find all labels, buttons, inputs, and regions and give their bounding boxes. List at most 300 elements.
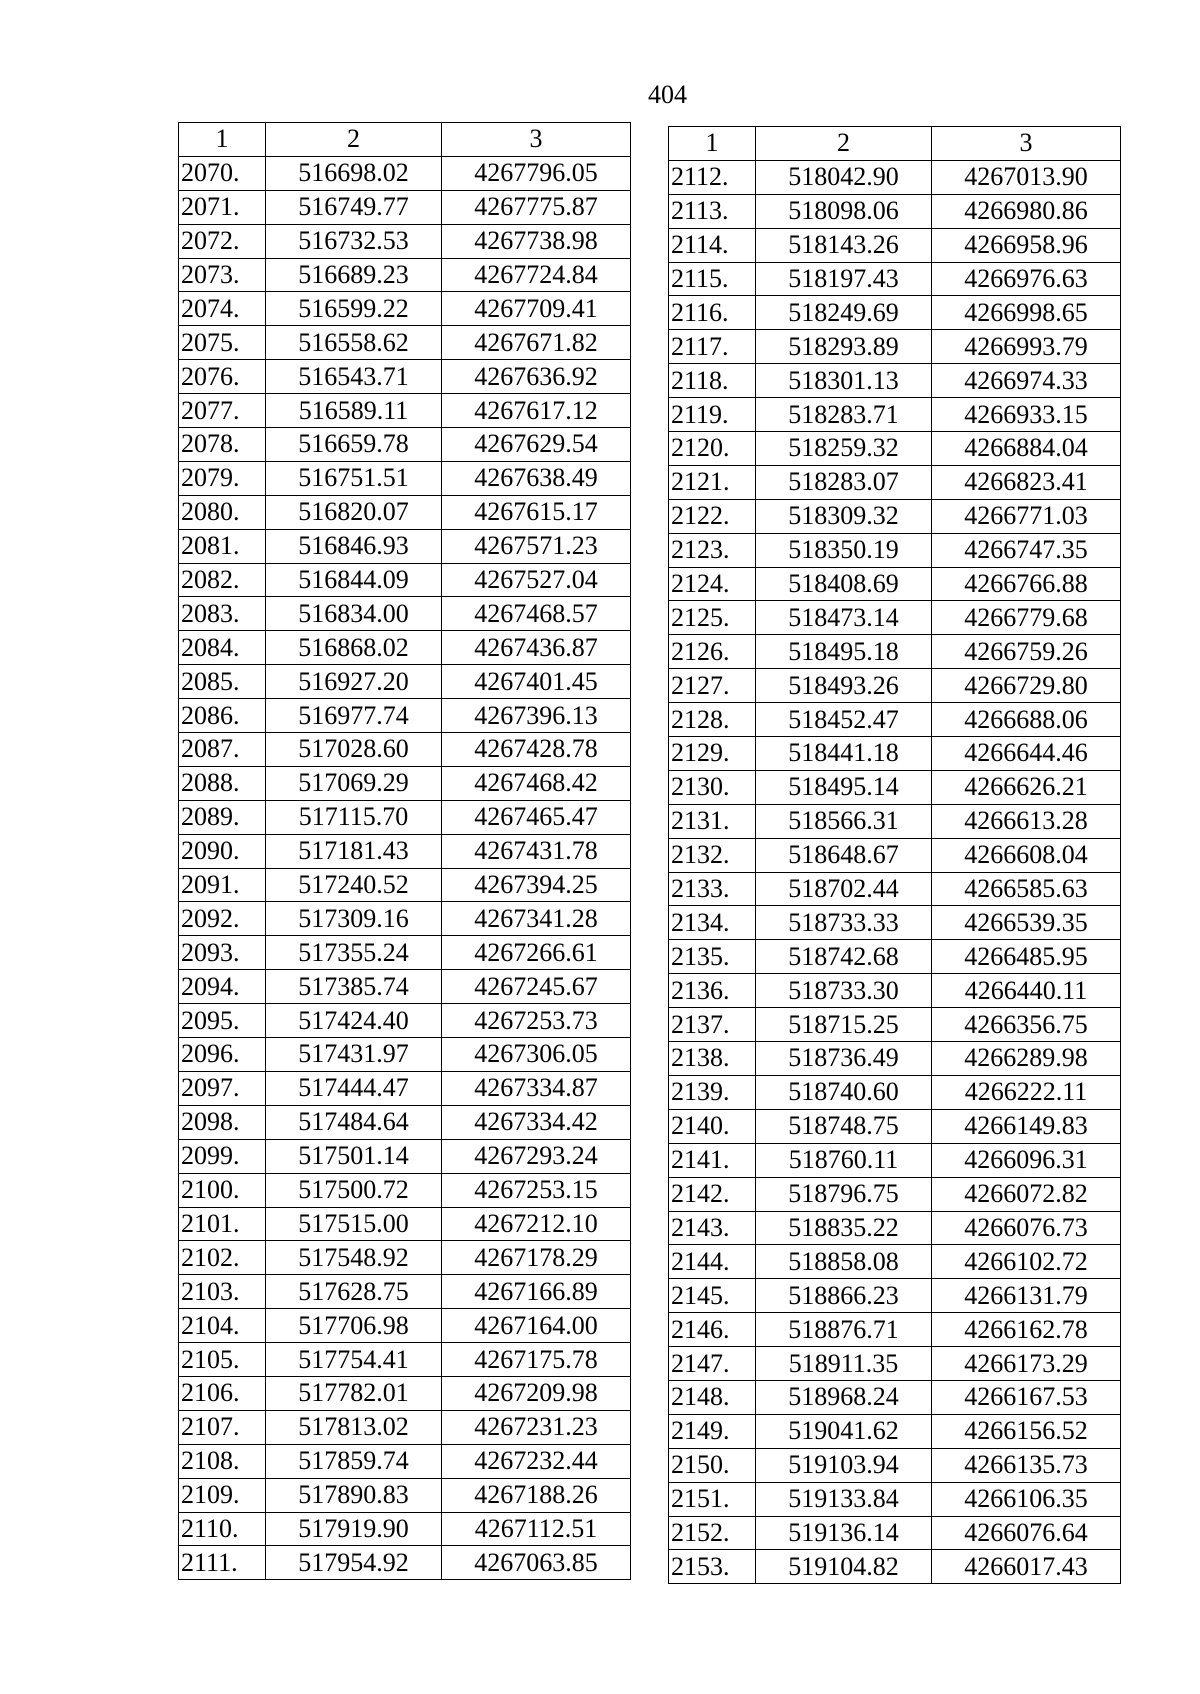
x-coordinate-cell: 517444.47 — [266, 1071, 442, 1105]
table-row — [179, 834, 631, 868]
y-coordinate-cell: 4267436.87 — [442, 631, 631, 665]
x-coordinate-cell: 516698.02 — [266, 156, 442, 190]
x-coordinate-cell: 516846.93 — [266, 529, 442, 563]
table-row — [669, 872, 1121, 906]
table-row — [669, 1211, 1121, 1245]
x-coordinate-cell: 516844.09 — [266, 563, 442, 597]
y-coordinate-cell: 4267212.10 — [442, 1207, 631, 1241]
point-number-cell: 2140. — [669, 1109, 756, 1143]
point-number-cell: 2073. — [179, 258, 266, 292]
point-number-cell: 2099. — [179, 1139, 266, 1173]
point-number-cell: 2151. — [669, 1482, 756, 1516]
point-number-cell: 2078. — [179, 428, 266, 462]
table-row — [179, 224, 631, 258]
y-coordinate-cell: 4267253.15 — [442, 1173, 631, 1207]
x-coordinate-cell: 518835.22 — [756, 1211, 932, 1245]
point-number-cell: 2109. — [179, 1478, 266, 1512]
point-number-cell: 2120. — [669, 432, 756, 466]
point-number-cell: 2131. — [669, 804, 756, 838]
y-coordinate-cell: 4267063.85 — [442, 1546, 631, 1580]
point-number-cell: 2096. — [179, 1038, 266, 1072]
x-coordinate-cell: 518098.06 — [756, 194, 932, 228]
y-coordinate-cell: 4266102.72 — [932, 1245, 1121, 1279]
x-coordinate-cell: 516868.02 — [266, 631, 442, 665]
x-coordinate-cell: 517181.43 — [266, 834, 442, 868]
table-header-row — [669, 127, 1121, 161]
table-row — [179, 1343, 631, 1377]
point-number-cell: 2108. — [179, 1444, 266, 1478]
y-coordinate-cell: 4267775.87 — [442, 190, 631, 224]
y-coordinate-cell: 4266072.82 — [932, 1177, 1121, 1211]
y-coordinate-cell: 4267796.05 — [442, 156, 631, 190]
x-coordinate-cell: 518495.18 — [756, 635, 932, 669]
table-row — [669, 601, 1121, 635]
table-row — [179, 428, 631, 462]
point-number-cell: 2114. — [669, 228, 756, 262]
table-row — [669, 1347, 1121, 1381]
table-row — [669, 1109, 1121, 1143]
table-row — [669, 1313, 1121, 1347]
table-row — [179, 1275, 631, 1309]
point-number-cell: 2125. — [669, 601, 756, 635]
y-coordinate-cell: 4266976.63 — [932, 262, 1121, 296]
y-coordinate-cell: 4266076.64 — [932, 1516, 1121, 1550]
table-row — [179, 461, 631, 495]
y-coordinate-cell: 4266156.52 — [932, 1414, 1121, 1448]
x-coordinate-cell: 518473.14 — [756, 601, 932, 635]
point-number-cell: 2122. — [669, 499, 756, 533]
point-number-cell: 2134. — [669, 906, 756, 940]
table-row — [669, 533, 1121, 567]
x-coordinate-cell: 518648.67 — [756, 838, 932, 872]
y-coordinate-cell: 4267638.49 — [442, 461, 631, 495]
y-coordinate-cell: 4266993.79 — [932, 330, 1121, 364]
point-number-cell: 2093. — [179, 936, 266, 970]
x-coordinate-cell: 517890.83 — [266, 1478, 442, 1512]
x-coordinate-cell: 518566.31 — [756, 804, 932, 838]
y-coordinate-cell: 4266626.21 — [932, 770, 1121, 804]
y-coordinate-cell: 4267175.78 — [442, 1343, 631, 1377]
x-coordinate-cell: 517548.92 — [266, 1241, 442, 1275]
table-row — [179, 936, 631, 970]
point-number-cell: 2130. — [669, 770, 756, 804]
table-row — [669, 703, 1121, 737]
point-number-cell: 2101. — [179, 1207, 266, 1241]
x-coordinate-cell: 518249.69 — [756, 296, 932, 330]
point-number-cell: 2110. — [179, 1512, 266, 1546]
x-coordinate-cell: 517069.29 — [266, 766, 442, 800]
y-coordinate-cell: 4266162.78 — [932, 1313, 1121, 1347]
coordinates-table-left — [178, 122, 631, 1580]
y-coordinate-cell: 4267341.28 — [442, 902, 631, 936]
column-header: 3 — [932, 127, 1121, 161]
point-number-cell: 2079. — [179, 461, 266, 495]
table-row — [179, 1173, 631, 1207]
y-coordinate-cell: 4267468.57 — [442, 597, 631, 631]
point-number-cell: 2129. — [669, 737, 756, 771]
y-coordinate-cell: 4266759.26 — [932, 635, 1121, 669]
y-coordinate-cell: 4267293.24 — [442, 1139, 631, 1173]
table-row — [669, 1245, 1121, 1279]
point-number-cell: 2104. — [179, 1309, 266, 1343]
x-coordinate-cell: 518493.26 — [756, 669, 932, 703]
table-row — [179, 1478, 631, 1512]
point-number-cell: 2141. — [669, 1143, 756, 1177]
point-number-cell: 2135. — [669, 940, 756, 974]
table-row — [669, 906, 1121, 940]
x-coordinate-cell: 517919.90 — [266, 1512, 442, 1546]
x-coordinate-cell: 517484.64 — [266, 1105, 442, 1139]
point-number-cell: 2083. — [179, 597, 266, 631]
y-coordinate-cell: 4266076.73 — [932, 1211, 1121, 1245]
coordinates-table-right — [668, 126, 1121, 1584]
point-number-cell: 2070. — [179, 156, 266, 190]
x-coordinate-cell: 516820.07 — [266, 495, 442, 529]
x-coordinate-cell: 518760.11 — [756, 1143, 932, 1177]
y-coordinate-cell: 4266222.11 — [932, 1075, 1121, 1109]
point-number-cell: 2142. — [669, 1177, 756, 1211]
point-number-cell: 2144. — [669, 1245, 756, 1279]
table-row — [669, 1143, 1121, 1177]
x-coordinate-cell: 516749.77 — [266, 190, 442, 224]
y-coordinate-cell: 4266823.41 — [932, 465, 1121, 499]
point-number-cell: 2111. — [179, 1546, 266, 1580]
x-coordinate-cell: 516589.11 — [266, 394, 442, 428]
point-number-cell: 2076. — [179, 360, 266, 394]
table-row — [179, 699, 631, 733]
table-row — [179, 597, 631, 631]
table-row — [179, 529, 631, 563]
x-coordinate-cell: 518796.75 — [756, 1177, 932, 1211]
point-number-cell: 2105. — [179, 1343, 266, 1377]
point-number-cell: 2115. — [669, 262, 756, 296]
y-coordinate-cell: 4266644.46 — [932, 737, 1121, 771]
y-coordinate-cell: 4267468.42 — [442, 766, 631, 800]
table-row — [669, 974, 1121, 1008]
y-coordinate-cell: 4267636.92 — [442, 360, 631, 394]
x-coordinate-cell: 517115.70 — [266, 800, 442, 834]
table-row — [179, 766, 631, 800]
x-coordinate-cell: 517754.41 — [266, 1343, 442, 1377]
x-coordinate-cell: 518283.71 — [756, 398, 932, 432]
y-coordinate-cell: 4267178.29 — [442, 1241, 631, 1275]
table-row — [669, 1482, 1121, 1516]
y-coordinate-cell: 4266173.29 — [932, 1347, 1121, 1381]
x-coordinate-cell: 518866.23 — [756, 1279, 932, 1313]
x-coordinate-cell: 518309.32 — [756, 499, 932, 533]
table-row — [179, 495, 631, 529]
table-row — [179, 1207, 631, 1241]
x-coordinate-cell: 518742.68 — [756, 940, 932, 974]
table-row — [669, 160, 1121, 194]
table-row — [669, 1550, 1121, 1584]
table-row — [669, 465, 1121, 499]
y-coordinate-cell: 4267615.17 — [442, 495, 631, 529]
x-coordinate-cell: 516732.53 — [266, 224, 442, 258]
table-row — [179, 292, 631, 326]
table-row — [669, 940, 1121, 974]
x-coordinate-cell: 517859.74 — [266, 1444, 442, 1478]
x-coordinate-cell: 516977.74 — [266, 699, 442, 733]
y-coordinate-cell: 4267571.23 — [442, 529, 631, 563]
table-row — [669, 228, 1121, 262]
point-number-cell: 2139. — [669, 1075, 756, 1109]
y-coordinate-cell: 4267428.78 — [442, 733, 631, 767]
y-coordinate-cell: 4266747.35 — [932, 533, 1121, 567]
x-coordinate-cell: 518495.14 — [756, 770, 932, 804]
y-coordinate-cell: 4267209.98 — [442, 1376, 631, 1410]
x-coordinate-cell: 518042.90 — [756, 160, 932, 194]
y-coordinate-cell: 4266096.31 — [932, 1143, 1121, 1177]
point-number-cell: 2149. — [669, 1414, 756, 1448]
y-coordinate-cell: 4267306.05 — [442, 1038, 631, 1072]
table-row — [179, 1105, 631, 1139]
table-row — [669, 1075, 1121, 1109]
x-coordinate-cell: 517240.52 — [266, 868, 442, 902]
column-header: 2 — [756, 127, 932, 161]
point-number-cell: 2100. — [179, 1173, 266, 1207]
x-coordinate-cell: 516834.00 — [266, 597, 442, 631]
table-row — [179, 902, 631, 936]
x-coordinate-cell: 516751.51 — [266, 461, 442, 495]
x-coordinate-cell: 518283.07 — [756, 465, 932, 499]
y-coordinate-cell: 4266539.35 — [932, 906, 1121, 940]
y-coordinate-cell: 4266613.28 — [932, 804, 1121, 838]
y-coordinate-cell: 4267013.90 — [932, 160, 1121, 194]
y-coordinate-cell: 4266688.06 — [932, 703, 1121, 737]
page-number: 404 — [648, 80, 687, 109]
y-coordinate-cell: 4267709.41 — [442, 292, 631, 326]
y-coordinate-cell: 4266974.33 — [932, 364, 1121, 398]
x-coordinate-cell: 518350.19 — [756, 533, 932, 567]
point-number-cell: 2081. — [179, 529, 266, 563]
y-coordinate-cell: 4267738.98 — [442, 224, 631, 258]
table-body — [669, 127, 1121, 1584]
x-coordinate-cell: 517500.72 — [266, 1173, 442, 1207]
y-coordinate-cell: 4266485.95 — [932, 940, 1121, 974]
table-row — [669, 1380, 1121, 1414]
table-row — [669, 262, 1121, 296]
table-row — [179, 1444, 631, 1478]
y-coordinate-cell: 4266608.04 — [932, 838, 1121, 872]
point-number-cell: 2138. — [669, 1042, 756, 1076]
y-coordinate-cell: 4266167.53 — [932, 1380, 1121, 1414]
y-coordinate-cell: 4267253.73 — [442, 1004, 631, 1038]
x-coordinate-cell: 517706.98 — [266, 1309, 442, 1343]
y-coordinate-cell: 4266958.96 — [932, 228, 1121, 262]
table-row — [179, 1241, 631, 1275]
x-coordinate-cell: 518740.60 — [756, 1075, 932, 1109]
table-row — [179, 1512, 631, 1546]
table-row — [179, 563, 631, 597]
table-row — [669, 1042, 1121, 1076]
y-coordinate-cell: 4267164.00 — [442, 1309, 631, 1343]
x-coordinate-cell: 518876.71 — [756, 1313, 932, 1347]
x-coordinate-cell: 516599.22 — [266, 292, 442, 326]
x-coordinate-cell: 518441.18 — [756, 737, 932, 771]
x-coordinate-cell: 519104.82 — [756, 1550, 932, 1584]
y-coordinate-cell: 4267166.89 — [442, 1275, 631, 1309]
x-coordinate-cell: 516927.20 — [266, 665, 442, 699]
y-coordinate-cell: 4266017.43 — [932, 1550, 1121, 1584]
column-header: 1 — [669, 127, 756, 161]
table-row — [179, 733, 631, 767]
x-coordinate-cell: 518702.44 — [756, 872, 932, 906]
y-coordinate-cell: 4267266.61 — [442, 936, 631, 970]
y-coordinate-cell: 4267724.84 — [442, 258, 631, 292]
table-row — [669, 432, 1121, 466]
y-coordinate-cell: 4267245.67 — [442, 970, 631, 1004]
x-coordinate-cell: 518259.32 — [756, 432, 932, 466]
table-row — [669, 635, 1121, 669]
point-number-cell: 2123. — [669, 533, 756, 567]
x-coordinate-cell: 517355.24 — [266, 936, 442, 970]
y-coordinate-cell: 4267465.47 — [442, 800, 631, 834]
y-coordinate-cell: 4267671.82 — [442, 326, 631, 360]
column-header: 2 — [266, 123, 442, 157]
x-coordinate-cell: 519136.14 — [756, 1516, 932, 1550]
point-number-cell: 2143. — [669, 1211, 756, 1245]
y-coordinate-cell: 4267112.51 — [442, 1512, 631, 1546]
table-row — [179, 1004, 631, 1038]
x-coordinate-cell: 518733.30 — [756, 974, 932, 1008]
point-number-cell: 2082. — [179, 563, 266, 597]
x-coordinate-cell: 517431.97 — [266, 1038, 442, 1072]
point-number-cell: 2145. — [669, 1279, 756, 1313]
table-row — [179, 360, 631, 394]
y-coordinate-cell: 4266729.80 — [932, 669, 1121, 703]
table-row — [669, 567, 1121, 601]
y-coordinate-cell: 4267617.12 — [442, 394, 631, 428]
point-number-cell: 2136. — [669, 974, 756, 1008]
point-number-cell: 2106. — [179, 1376, 266, 1410]
table-row — [669, 499, 1121, 533]
y-coordinate-cell: 4267527.04 — [442, 563, 631, 597]
x-coordinate-cell: 517309.16 — [266, 902, 442, 936]
point-number-cell: 2112. — [669, 160, 756, 194]
table-row — [669, 1414, 1121, 1448]
point-number-cell: 2072. — [179, 224, 266, 258]
x-coordinate-cell: 518911.35 — [756, 1347, 932, 1381]
table-row — [179, 1410, 631, 1444]
point-number-cell: 2128. — [669, 703, 756, 737]
y-coordinate-cell: 4266980.86 — [932, 194, 1121, 228]
point-number-cell: 2126. — [669, 635, 756, 669]
point-number-cell: 2119. — [669, 398, 756, 432]
point-number-cell: 2133. — [669, 872, 756, 906]
point-number-cell: 2098. — [179, 1105, 266, 1139]
y-coordinate-cell: 4266131.79 — [932, 1279, 1121, 1313]
x-coordinate-cell: 518733.33 — [756, 906, 932, 940]
x-coordinate-cell: 518143.26 — [756, 228, 932, 262]
x-coordinate-cell: 518197.43 — [756, 262, 932, 296]
y-coordinate-cell: 4266440.11 — [932, 974, 1121, 1008]
point-number-cell: 2118. — [669, 364, 756, 398]
y-coordinate-cell: 4267396.13 — [442, 699, 631, 733]
point-number-cell: 2071. — [179, 190, 266, 224]
point-number-cell: 2103. — [179, 1275, 266, 1309]
y-coordinate-cell: 4267334.42 — [442, 1105, 631, 1139]
table-row — [669, 669, 1121, 703]
point-number-cell: 2148. — [669, 1380, 756, 1414]
point-number-cell: 2146. — [669, 1313, 756, 1347]
table-row — [179, 1309, 631, 1343]
x-coordinate-cell: 517515.00 — [266, 1207, 442, 1241]
table-row — [179, 868, 631, 902]
table-row — [669, 737, 1121, 771]
point-number-cell: 2080. — [179, 495, 266, 529]
y-coordinate-cell: 4267431.78 — [442, 834, 631, 868]
y-coordinate-cell: 4267188.26 — [442, 1478, 631, 1512]
x-coordinate-cell: 519041.62 — [756, 1414, 932, 1448]
x-coordinate-cell: 518736.49 — [756, 1042, 932, 1076]
y-coordinate-cell: 4267231.23 — [442, 1410, 631, 1444]
x-coordinate-cell: 517782.01 — [266, 1376, 442, 1410]
point-number-cell: 2085. — [179, 665, 266, 699]
y-coordinate-cell: 4267334.87 — [442, 1071, 631, 1105]
table-row — [669, 770, 1121, 804]
column-header: 3 — [442, 123, 631, 157]
table-row — [179, 631, 631, 665]
table-row — [179, 190, 631, 224]
y-coordinate-cell: 4266106.35 — [932, 1482, 1121, 1516]
y-coordinate-cell: 4266585.63 — [932, 872, 1121, 906]
point-number-cell: 2102. — [179, 1241, 266, 1275]
table-row — [179, 258, 631, 292]
point-number-cell: 2116. — [669, 296, 756, 330]
point-number-cell: 2074. — [179, 292, 266, 326]
point-number-cell: 2137. — [669, 1008, 756, 1042]
x-coordinate-cell: 516659.78 — [266, 428, 442, 462]
y-coordinate-cell: 4266356.75 — [932, 1008, 1121, 1042]
table-row — [669, 838, 1121, 872]
table-row — [669, 1177, 1121, 1211]
x-coordinate-cell: 516558.62 — [266, 326, 442, 360]
x-coordinate-cell: 517028.60 — [266, 733, 442, 767]
table-row — [669, 1008, 1121, 1042]
x-coordinate-cell: 519103.94 — [756, 1448, 932, 1482]
point-number-cell: 2087. — [179, 733, 266, 767]
table-row — [669, 1448, 1121, 1482]
x-coordinate-cell: 518301.13 — [756, 364, 932, 398]
table-row — [179, 1376, 631, 1410]
point-number-cell: 2097. — [179, 1071, 266, 1105]
table-row — [669, 398, 1121, 432]
point-number-cell: 2084. — [179, 631, 266, 665]
table-row — [669, 194, 1121, 228]
table-row — [179, 394, 631, 428]
table-row — [179, 326, 631, 360]
point-number-cell: 2121. — [669, 465, 756, 499]
table-body — [179, 123, 631, 1580]
point-number-cell: 2150. — [669, 1448, 756, 1482]
x-coordinate-cell: 518293.89 — [756, 330, 932, 364]
x-coordinate-cell: 518408.69 — [756, 567, 932, 601]
y-coordinate-cell: 4267401.45 — [442, 665, 631, 699]
x-coordinate-cell: 517501.14 — [266, 1139, 442, 1173]
x-coordinate-cell: 518748.75 — [756, 1109, 932, 1143]
x-coordinate-cell: 518858.08 — [756, 1245, 932, 1279]
x-coordinate-cell: 518968.24 — [756, 1380, 932, 1414]
point-number-cell: 2077. — [179, 394, 266, 428]
column-header: 1 — [179, 123, 266, 157]
y-coordinate-cell: 4266766.88 — [932, 567, 1121, 601]
table-row — [669, 330, 1121, 364]
point-number-cell: 2147. — [669, 1347, 756, 1381]
table-row — [669, 1279, 1121, 1313]
table-row — [179, 1071, 631, 1105]
point-number-cell: 2088. — [179, 766, 266, 800]
